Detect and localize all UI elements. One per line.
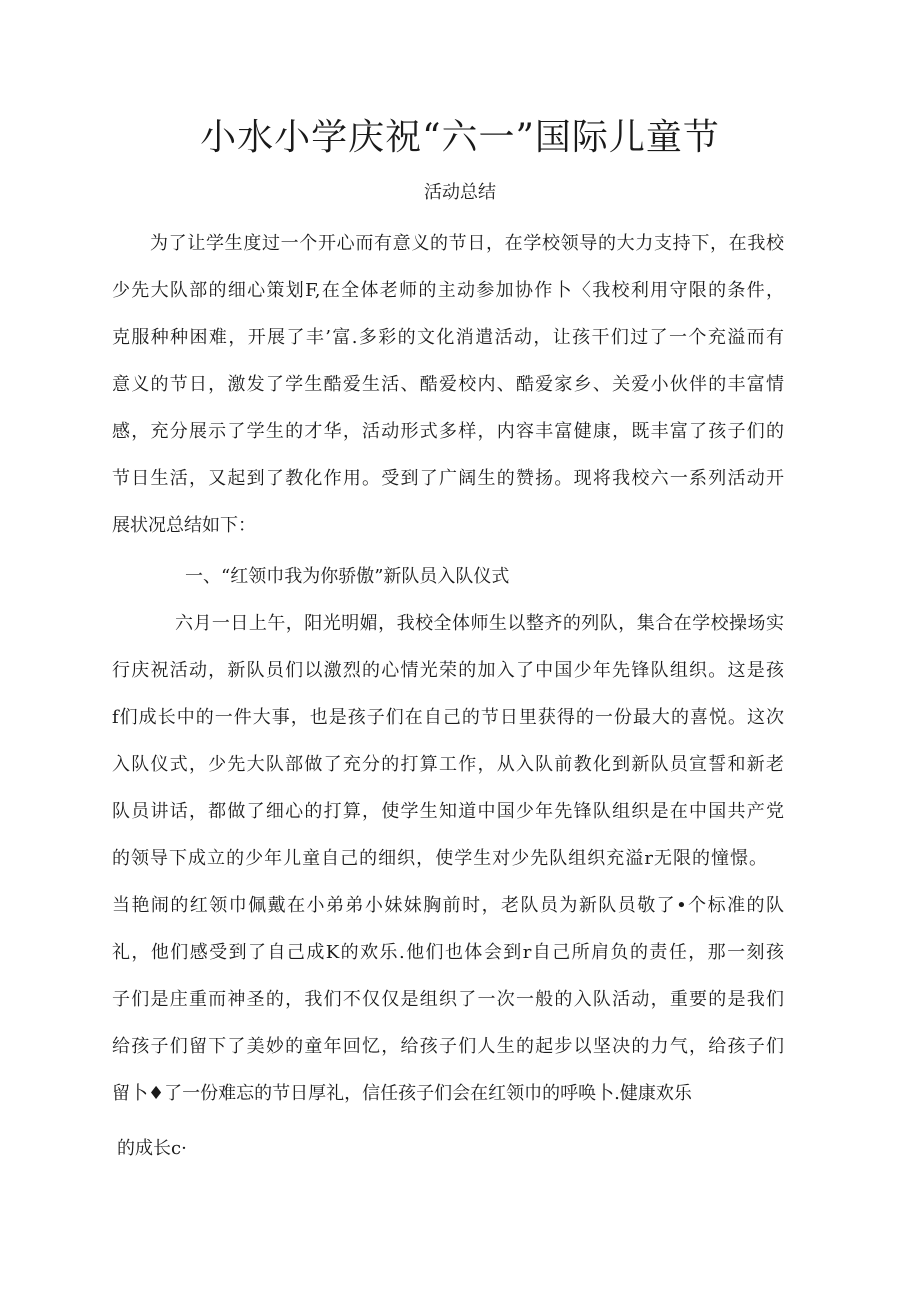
paragraph-line: 入队仪式，少先大队部做了充分的打算工作，从入队前教化到新队员宣誓和新老 [112, 754, 784, 775]
document-subtitle: 活动总结 [424, 182, 496, 203]
paragraph-line: 子们是庄重而神圣的，我们不仅仅是组织了一次一般的入队活动，重要的是我们 [112, 989, 784, 1010]
paragraph-line: 留卜♦了一份难忘的节日厚礼，信任孩子们会在红领巾的呼唤卜.健康欢乐 [112, 1083, 692, 1104]
paragraph-line: 的成长c· [117, 1138, 187, 1159]
section-heading: 一、“红领巾我为你骄傲”新队员入队仪式 [185, 566, 510, 587]
paragraph-line: 礼，他们感受到了自己成K的欢乐.他们也体会到r自己所肩负的责任，那一刻孩 [112, 942, 784, 963]
paragraph-line: 的领导下成立的少年儿童自己的细织，使学生对少先队组织充溢r无限的憧憬。 [112, 848, 767, 869]
paragraph-line: 当艳闹的红领巾佩戴在小弟弟小妹妹胸前时，老队员为新队员敬了•个标准的队 [112, 895, 784, 916]
paragraph-line: 意义的节日，激发了学生酷爱生活、酷爱校内、酷爱家乡、关爱小伙伴的丰富情 [112, 374, 784, 395]
paragraph-line: 为了让学生度过一个开心而有意义的节日，在学校领导的大力支持下，在我校 [150, 233, 784, 254]
paragraph-line: 队员讲话，都做了细心的打算，使学生知道中国少年先锋队组织是在中国共产党 [112, 801, 784, 822]
paragraph-line: 行庆祝活动，新队员们以激烈的心情光荣的加入了中国少年先锋队组织。这是孩 [112, 660, 784, 681]
paragraph-line: 节日生活，又起到了教化作用。受到了广阔生的赞扬。现将我校六一系列活动开 [112, 468, 784, 489]
paragraph-line: 展状况总结如下： [112, 515, 256, 536]
paragraph-line: 给孩子们留下了美妙的童年回忆，给孩子们人生的起步以坚决的力气，给孩子们 [112, 1036, 784, 1057]
paragraph-line: 感，充分展示了学生的才华，活动形式多样，内容丰富健康，既丰富了孩子们的 [112, 421, 784, 442]
document-title: 小水小学庆祝“六一”国际儿童节 [200, 117, 720, 158]
paragraph-line: 少先大队部的细心策划F,在全体老师的主动参加协作卜〈我校利用守限的条件， [112, 280, 784, 301]
paragraph-line: 六月一日上午，阳光明媚，我校全体师生以整齐的列队，集合在学校操场实 [175, 613, 784, 634]
paragraph-line: 克服种种困难，开展了丰’富.多彩的文化消遣活动，让孩干们过了一个充溢而有 [112, 327, 784, 348]
paragraph-line: f们成长中的一件大事，也是孩子们在自己的节日里获得的一份最大的喜悦。这次 [112, 707, 784, 728]
